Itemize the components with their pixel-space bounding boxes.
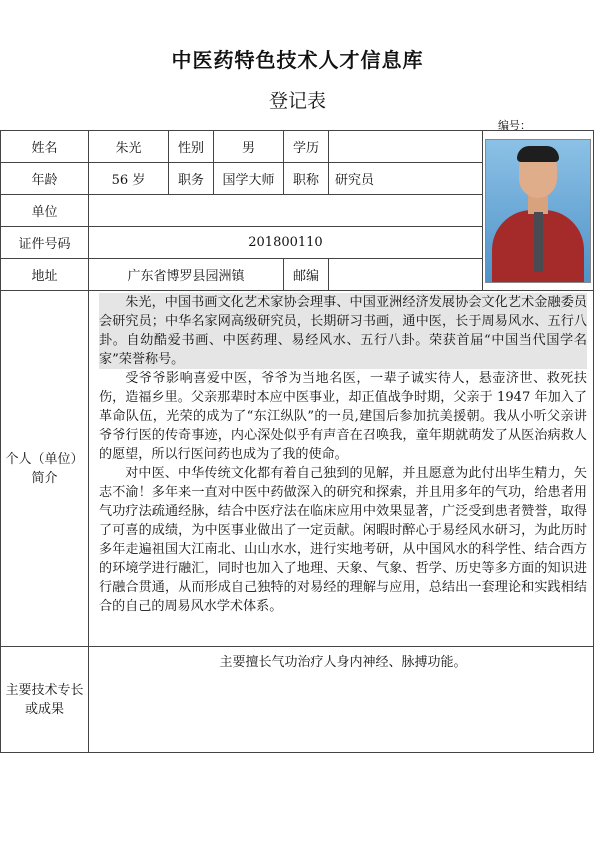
title-label: 职称 (284, 163, 329, 195)
gender-value: 男 (214, 131, 284, 163)
registration-form (0, 130, 594, 753)
title-value: 研究员 (329, 163, 483, 195)
name-value: 朱光 (89, 131, 169, 163)
id-value: 201800110 (89, 227, 483, 259)
unit-value (89, 195, 483, 227)
page-subtitle: 登记表 (268, 90, 326, 112)
expertise-label: 主要技术专长或成果 (1, 647, 89, 753)
gender-label: 性别 (169, 131, 214, 163)
position-label: 职务 (169, 163, 214, 195)
bio-content (89, 291, 594, 647)
postcode-label: 邮编 (284, 259, 329, 291)
bio-label: 个人（单位）简介 (1, 291, 89, 647)
expertise-content: 主要擅长气功治疗人身内神经、脉搏功能。 (89, 647, 594, 753)
bio-paragraph: 受爷爷影响喜爱中医，爷爷为当地名医，一辈子诚实待人，悬壶济世、救死扶伤，造福乡里。父亲那辈时本应中医事业，却正值战争时期，父亲于 1947 年加入了革命队伍，光荣的成为了“东江纵队”的一员,建国后参加抗美援朝。我从小听父亲讲爷爷行医的传奇事迹，内心深处似乎有声音在召唤我，童年期就萌发了从医治病救人的愿望，所以行医问药也成为了我的使命。 (99, 371, 587, 462)
position-value: 国学大师 (214, 163, 284, 195)
bio-paragraph: 朱光，中国书画文化艺术家协会理事、中国亚洲经济发展协会文化艺术金融委员会研究员；中华名家网高级研究员，长期研习书画，通中医，长于周易风水、五行八卦。自幼酷爱书画、中医药理、易经风水、五行八卦。荣获首届“中国当代国学名家”荣誉称号。 (99, 295, 587, 367)
education-label: 学历 (284, 131, 329, 163)
education-value (329, 131, 483, 163)
serial-number-label: 编号： (498, 119, 531, 132)
id-label: 证件号码 (1, 227, 89, 259)
page-title: 中医药特色技术人才信息库 (171, 48, 424, 72)
address-value: 广东省博罗县园洲镇 (89, 259, 284, 291)
age-value: 56 岁 (89, 163, 169, 195)
name-label: 姓名 (1, 131, 89, 163)
postcode-value (329, 259, 483, 291)
portrait-photo-icon (485, 139, 591, 283)
bio-paragraph: 对中医、中华传统文化都有着自己独到的见解，并且愿意为此付出毕生精力，矢志不渝！多年来一直对中医中药做深入的研究和探索，并且用多年的气功，给患者用气功疗法疏通经脉，结合中医疗法在临床应用中效果显著，广泛受到患者赞誉，取得了可喜的成绩，为中医事业做出了一定贡献。闲暇时醉心于易经风水研习，为此历时多年走遍祖国大江南北、山山水水，进行实地考研，从中国风水的科学性、结合西方的环境学进行融汇，同时也加入了地理、天象、气象、哲学、历史等多方面的知识进行融合贯通，从而形成自己独特的对易经的理解与应用，总结出一套理论和实践相结合的自己的周易风水学术体系。 (99, 466, 587, 614)
unit-label: 单位 (1, 195, 89, 227)
photo-cell (483, 131, 594, 291)
address-label: 地址 (1, 259, 89, 291)
age-label: 年龄 (1, 163, 89, 195)
